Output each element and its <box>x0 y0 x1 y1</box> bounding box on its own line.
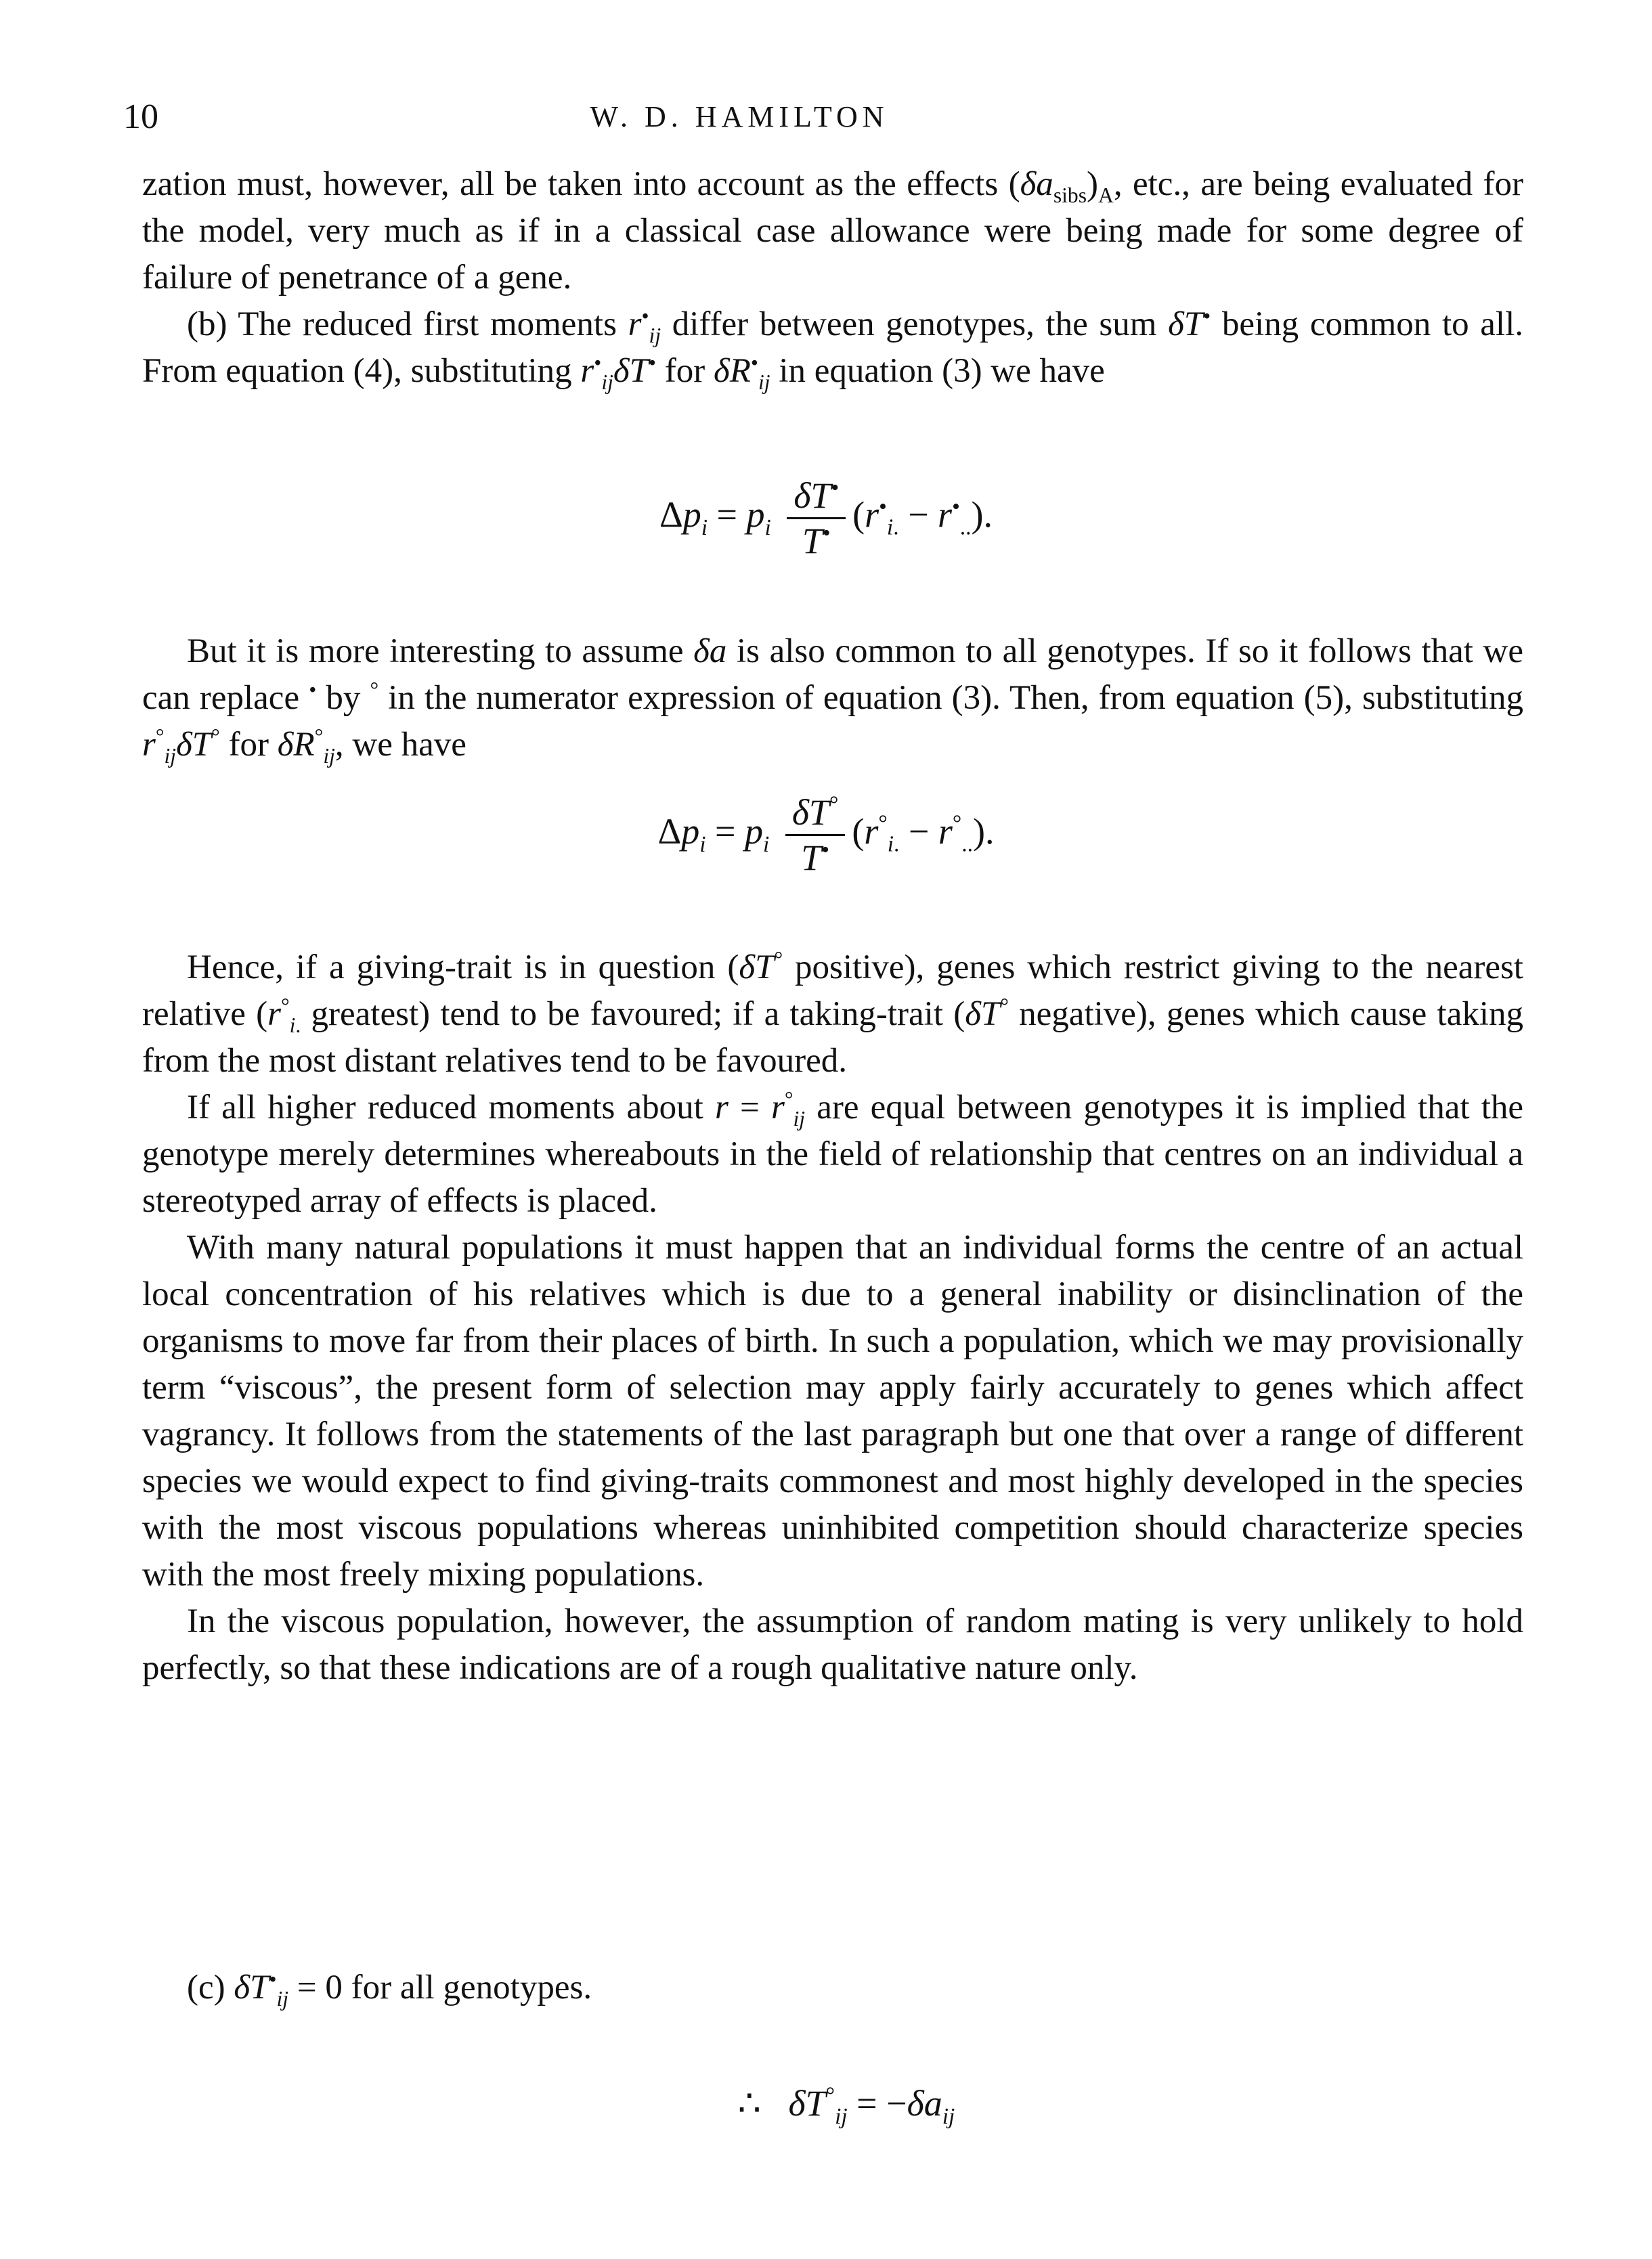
paragraph-giving-trait: Hence, if a giving-trait is in question (δT° positive), genes which restrict giving to the nearest relative ($r^\circ_{i.}$ greatest) tend to be favoured; if a taking-trait (δT° negative), genes which cause taking from the most distant relatives tend to be favoured. <box>142 947 1523 1080</box>
equation-2: $\Delta p_i = p_i$ $\frac{\delta T^\circ}{T^•}$ $(r^\circ_{i.} - r^\circ_{..})$. <box>657 792 995 878</box>
page-number: 10 <box>123 97 158 136</box>
paragraph-assume-common: But it is more interesting to assume δa is also common to all genotypes. If so it follows that we can replace • by ° in the numerator expression of equation (3). Then, from equation (5), substituting $r^\circ_{ij}\delta T^\circ$ for $\delta R^\circ_{ij}$, we have <box>142 632 1524 768</box>
running-head <box>123 93 1531 141</box>
equation-3: ∴ $\delta T^\circ_{ij} = -\delta a_{ij}$ <box>737 2083 955 2129</box>
text-block-case-c <box>142 1965 1523 2011</box>
paragraph-case-b: (b) The reduced first moments $r^•_{ij}$ differ between genotypes, the sum δT• being common to all. From equation (4), substituting $r^•_{ij}\delta T^•$ for $\delta R^•_{ij}$ in equation (3) we have <box>142 304 1523 395</box>
paragraph-higher-moments: If all higher reduced moments about $r = r^\circ_{ij}$ are equal between genotypes it is implied that the genotype merely determines whereabouts in the field of relationship that centres on an individual a stereotyped array of effects is placed. <box>142 1087 1523 1220</box>
author-header: W. D. HAMILTON <box>590 100 889 133</box>
text-block-middle <box>142 628 1523 768</box>
paragraph-continued: zation must, however, all be taken into account as the effects $(\delta a_{sibs})_A$, etc., are being evaluated for the model, very much as if in a classical case allowance were being made for some degree of failure of penetrance of a gene. <box>142 165 1523 297</box>
paragraph-viscous: With many natural populations it must happen that an individual forms the centre of an actual local concentration of his relatives which is due to a general inability or disinclination of the organisms to move far from their places of birth. In such a population, which we may provisionally term “viscous”, the present form of selection may apply fairly accurately to genes which affect vagrancy. It follows from the statements of the last paragraph but one that over a range of different species we would expect to find giving-traits commonest and most highly developed in the species with the most viscous populations whereas uninhibited competition should characterize species with the most freely mixing populations. <box>142 1229 1523 1594</box>
paragraph-random-mating: In the viscous population, however, the assumption of random mating is very unlikely to hold perfectly, so that these indications are of a rough qualitative nature only. <box>142 1602 1523 1687</box>
fraction-2: $\frac{\delta T^\circ}{T^•}$ <box>785 791 846 879</box>
text-block-lower <box>142 944 1523 1692</box>
text-block-top <box>142 161 1523 395</box>
paragraph-case-c: (c) $\delta T^•_{ij} = 0$ for all genotypes. <box>187 1967 592 2011</box>
equation-1: $\Delta p_i = p_i$ $\frac{\delta T^•}{T^•}$ $(r^•_{i.} - r^•_{..})$. <box>659 475 993 561</box>
fraction-1: $\frac{\delta T^•}{T^•}$ <box>787 474 846 563</box>
